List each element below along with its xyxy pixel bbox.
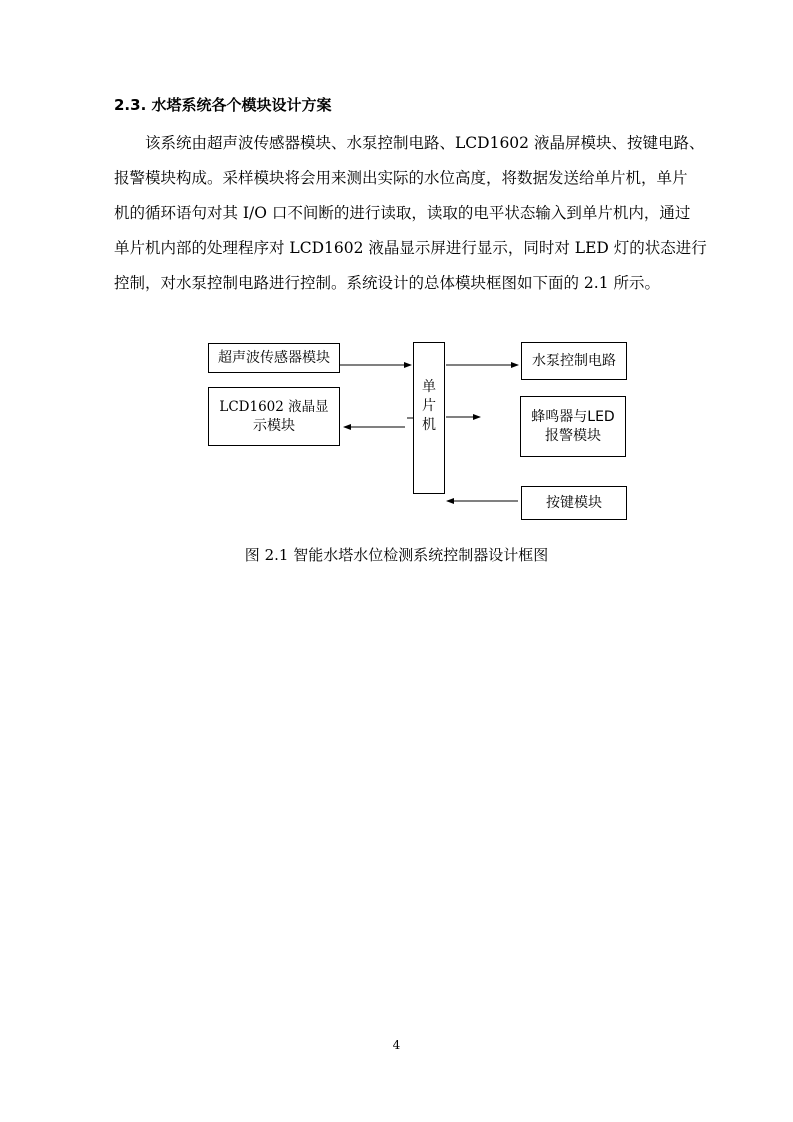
lcd-module-box [208,387,340,446]
pump-control-box [521,342,627,380]
alarm-module-label-line1: 蜂鸣器与LED [531,408,615,425]
paragraph-line: 机的循环语句对其 I/O 口不间断的进行读取，读取的电平状态输入到单片机内，通过 [114,204,691,222]
key-module-label: 按键模块 [546,494,602,511]
mcu-box [413,342,445,494]
alarm-module-label-line2: 报警模块 [545,427,601,444]
alarm-module-box [520,396,626,457]
pump-control-label: 水泵控制电路 [532,352,616,369]
paragraph-line: 单片机内部的处理程序对 LCD1602 液晶显示屏进行显示，同时对 LED 灯的状态进行 [114,239,707,257]
ultrasonic-sensor-box [208,343,340,373]
ultrasonic-sensor-label: 超声波传感器模块 [218,349,330,366]
page-number: 4 [392,1038,401,1052]
paragraph-line: 该系统由超声波传感器模块、水泵控制电路、LCD1602 液晶屏模块、按键电路、 [145,134,705,152]
paragraph-line: 控制，对水泵控制电路进行控制。系统设计的总体模块框图如下面的 2.1 所示。 [114,274,661,292]
section-heading: 2.3. 水塔系统各个模块设计方案 [114,96,332,114]
figure-caption: 图 2.1 智能水塔水位检测系统控制器设计框图 [244,546,549,564]
mcu-label: 单 片 机 [422,379,436,433]
key-module-box [521,486,627,520]
lcd-module-label-line1: LCD1602 液晶显 [219,398,329,415]
lcd-module-label-line2: 示模块 [253,417,295,434]
paragraph-line: 报警模块构成。采样模块将会用来测出实际的水位高度，将数据发送给单片机，单片 [114,169,688,187]
